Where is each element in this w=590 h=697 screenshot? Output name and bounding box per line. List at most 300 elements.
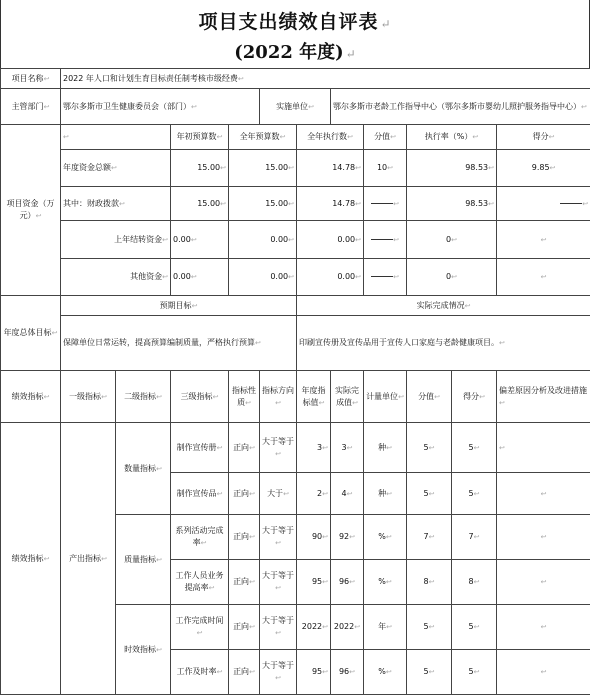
- fund-executed-text: 0.00: [337, 272, 356, 281]
- indicator-got-text: 5: [468, 667, 474, 676]
- fund-score: [364, 259, 407, 296]
- indicator-nature-text: 正向: [233, 667, 250, 676]
- cell-mark: ↩: [385, 578, 392, 586]
- fund-got: [497, 187, 590, 221]
- fund-exec-rate: [407, 259, 497, 296]
- indicator-reason: [497, 423, 590, 473]
- fund-score-text: 10: [376, 163, 388, 172]
- cell-mark: ↩: [288, 199, 294, 208]
- fund-row-name: [61, 150, 171, 187]
- indicator-direction-text: 大于: [267, 488, 284, 498]
- indicator-score: [407, 515, 452, 560]
- cell-mark: ↩: [488, 199, 494, 208]
- cell-mark: ↩: [346, 489, 353, 498]
- cell-mark: ↩: [349, 668, 356, 676]
- indicator-nature: [229, 473, 260, 515]
- cell-mark: ↩: [488, 164, 494, 172]
- fund-row-name: [61, 259, 171, 296]
- indicator-annual-value-text: 2: [317, 488, 323, 498]
- indicator-annual-value-text: 95: [311, 577, 323, 586]
- cell-mark: ↩: [355, 164, 361, 172]
- cell-mark: ↩: [190, 235, 197, 244]
- indicator-direction: [260, 473, 297, 515]
- cell-mark: ↩: [156, 464, 162, 473]
- cell-mark: ↩: [349, 533, 356, 541]
- project-name-label-text: 项目名称: [11, 73, 44, 83]
- cell-mark: ↩: [220, 164, 226, 172]
- cell-mark: ↩: [275, 398, 281, 407]
- cell-mark: ↩: [249, 443, 255, 452]
- indicator-annual-value-text: 95: [311, 667, 323, 676]
- level2-indicator-text: 质量指标: [124, 554, 157, 564]
- indicator-score: [407, 560, 452, 605]
- cell-mark: ↩: [322, 443, 328, 452]
- fund-exec-rate: [407, 221, 497, 259]
- indicator-direction-text: 大于等于: [262, 616, 294, 625]
- cell-mark: ↩: [390, 133, 396, 141]
- indicator-actual-value-text: 4: [341, 488, 347, 498]
- expected-goal-header: [61, 296, 297, 316]
- indicator-score-text: 5: [423, 622, 429, 631]
- fund-row-name-text: 其中：财政拨款: [63, 198, 119, 208]
- fund-exec-rate: [407, 187, 497, 221]
- level2-indicator: [116, 423, 171, 515]
- cell-mark: ↩: [200, 539, 207, 547]
- impl-unit-value-text: 鄂尔多斯市老龄工作指导中心（鄂尔多斯市婴幼儿照护服务指导中心）: [333, 101, 581, 111]
- fund-score: [364, 187, 407, 221]
- cell-mark: ↩: [347, 133, 353, 141]
- indicator-header-score: [407, 371, 452, 423]
- report-title-text: 项目支出绩效自评表: [198, 11, 379, 33]
- cell-mark: ↩: [322, 668, 328, 676]
- indicator-header-actual-text: 实际完成值: [335, 385, 359, 407]
- cell-mark: ↩: [499, 398, 505, 407]
- indicator-nature-text: 正向: [233, 532, 250, 541]
- cell-mark: ↩: [387, 164, 394, 172]
- title-block: [0, 0, 590, 68]
- cell-mark: ↩: [355, 199, 361, 208]
- cell-mark: ↩: [473, 623, 480, 631]
- indicator-direction-text: 大于等于: [262, 436, 294, 446]
- indicator-unit-text: 种: [378, 442, 387, 452]
- funds-header-text: 执行率（%）: [424, 132, 473, 141]
- cell-mark: ↩: [451, 273, 457, 281]
- cell-mark: ↩: [428, 489, 435, 498]
- fund-exec-rate-text: 98.53: [465, 163, 489, 172]
- cell-mark: ↩: [275, 539, 281, 547]
- cell-mark: ↩: [540, 623, 547, 631]
- cell-mark: ↩: [43, 102, 50, 111]
- cell-mark: ↩: [249, 623, 255, 631]
- actual-goal-text-text: 印刷宣传册及宣传品用于宣传人口家庭与老龄健康项目。: [299, 338, 499, 347]
- indicator-actual-value-text: 92: [338, 532, 350, 541]
- fund-exec-rate-text: 0: [446, 234, 452, 244]
- indicator-header-score-text: 分值: [418, 391, 435, 401]
- fund-annual-budget: [229, 221, 297, 259]
- indicator-nature: [229, 650, 260, 695]
- indicator-got: [452, 473, 497, 515]
- fund-annual-budget: [229, 187, 297, 221]
- level3-indicator-text: 制作宣传品: [176, 488, 217, 498]
- level2-indicator: [116, 605, 171, 695]
- fund-exec-rate: [407, 150, 497, 187]
- cell-mark: ↩: [249, 533, 255, 541]
- indicator-unit-text: %: [378, 532, 386, 541]
- indicator-got-text: 8: [468, 577, 474, 586]
- fund-got-text: 9.85: [531, 163, 550, 172]
- dash-line: [560, 203, 582, 204]
- funds-header: [407, 125, 497, 150]
- cell-mark: ↩: [220, 199, 226, 208]
- indicator-unit-text: 种: [378, 488, 387, 498]
- cell-mark: ↩: [191, 301, 198, 310]
- cell-mark: ↩: [472, 133, 479, 141]
- indicator-actual-value: [331, 650, 364, 695]
- funds-header-text: 分值: [374, 132, 391, 141]
- fund-executed-text: 14.78: [332, 163, 356, 172]
- cell-mark: ↩: [540, 533, 547, 541]
- cell-mark: ↩: [249, 668, 255, 676]
- cell-mark: ↩: [393, 273, 399, 281]
- indicator-actual-value: [331, 515, 364, 560]
- impl-unit-value: [331, 89, 590, 125]
- level3-indicator: [171, 423, 229, 473]
- cell-mark: ↩: [540, 668, 547, 676]
- cell-mark: ↩: [156, 555, 162, 564]
- indicator-annual-value: [297, 515, 331, 560]
- funds-header-text: 全年执行数: [307, 132, 348, 141]
- cell-mark: ↩: [540, 489, 547, 498]
- cell-mark: ↩: [63, 133, 69, 141]
- level2-indicator-text: 数量指标: [124, 463, 157, 473]
- level3-indicator-text: 工作及时率: [176, 667, 217, 676]
- fund-initial-budget: [171, 150, 229, 187]
- indicator-unit-text: %: [378, 667, 386, 676]
- cell-mark: ↩: [101, 554, 107, 563]
- expected-goal-header-text: 预期目标: [159, 300, 192, 310]
- funds-header-text: 得分: [532, 132, 549, 141]
- cell-mark: ↩: [428, 443, 435, 452]
- cell-mark: ↩: [283, 489, 289, 498]
- indicator-score-text: 8: [423, 577, 429, 586]
- cell-mark: ↩: [393, 235, 399, 244]
- cell-mark: ↩: [346, 443, 353, 452]
- dash-line: [371, 276, 393, 277]
- indicator-unit: [364, 423, 407, 473]
- indicator-header-reason: [497, 371, 590, 423]
- dept-value: [61, 89, 260, 125]
- fund-executed: [297, 187, 364, 221]
- expected-goal-text-text: 保障单位日常运转，提高预算编制质量，严格执行预算: [63, 338, 255, 347]
- indicator-actual-value-text: 96: [338, 667, 350, 676]
- cell-mark: ↩: [386, 623, 392, 631]
- cell-mark: ↩: [191, 102, 197, 111]
- indicator-unit-text: 年: [378, 622, 387, 631]
- fund-initial-budget-text: 0.00: [173, 272, 191, 281]
- fund-initial-budget-text: 0.00: [173, 234, 191, 244]
- indicator-got-text: 5: [468, 488, 474, 498]
- cell-mark: ↩: [275, 674, 281, 682]
- indicator-annual-value-text: 2022: [301, 622, 323, 631]
- funds-label-text: 项目资金（万元）: [6, 199, 55, 220]
- indicator-annual-value: [297, 560, 331, 605]
- level3-indicator-text: 工作人员业务提高率: [175, 571, 224, 592]
- dept-label: [1, 89, 61, 125]
- annual-goal-label: [1, 296, 61, 371]
- actual-goal-header: [297, 296, 590, 316]
- indicator-annual-value-text: 3: [317, 442, 323, 452]
- actual-goal-text: [297, 316, 590, 371]
- fund-exec-rate-text: 98.53: [465, 198, 489, 208]
- cell-mark: ↩: [473, 443, 480, 452]
- indicator-reason: [497, 650, 590, 695]
- indicator-annual-value: [297, 473, 331, 515]
- indicator-header-unit: [364, 371, 407, 423]
- level3-indicator: [171, 560, 229, 605]
- fund-row-name-text: 上年结转资金: [114, 234, 163, 244]
- indicator-got: [452, 650, 497, 695]
- cell-mark: ↩: [386, 489, 392, 498]
- cell-mark: ↩: [249, 578, 255, 586]
- fund-score: [364, 221, 407, 259]
- funds-header: [497, 125, 590, 150]
- fund-executed-text: 14.78: [332, 198, 356, 208]
- cell-mark: ↩: [354, 623, 361, 631]
- indicator-got-text: 7: [468, 532, 474, 541]
- cell-mark: ↩: [393, 199, 399, 208]
- indicator-direction-text: 大于等于: [262, 661, 294, 670]
- fund-initial-budget: [171, 221, 229, 259]
- cell-mark: ↩: [275, 584, 281, 592]
- fund-got: [497, 259, 590, 296]
- dash-line: [371, 239, 393, 240]
- indicator-reason: [497, 473, 590, 515]
- indicator-got: [452, 560, 497, 605]
- indicator-score: [407, 650, 452, 695]
- funds-header-text: 全年预算数: [239, 132, 280, 141]
- indicator-nature-text: 正向: [233, 577, 250, 586]
- fund-executed: [297, 221, 364, 259]
- cell-mark: ↩: [279, 133, 286, 141]
- level3-indicator-text: 系列活动完成率: [175, 526, 224, 547]
- cell-mark: ↩: [473, 489, 480, 498]
- cell-mark: ↩: [245, 398, 251, 407]
- cell-mark: ↩: [322, 578, 328, 586]
- indicator-annual-value: [297, 423, 331, 473]
- level2-indicator-text: 时效指标: [124, 644, 157, 654]
- cell-mark: ↩: [355, 273, 361, 281]
- cell-mark: ↩: [208, 584, 215, 592]
- indicator-got: [452, 423, 497, 473]
- indicator-actual-value: [331, 605, 364, 650]
- cell-mark: ↩: [352, 398, 358, 407]
- level3-indicator-text: 制作宣传册: [176, 442, 217, 452]
- cell-mark: ↩: [101, 392, 107, 401]
- level3-indicator: [171, 473, 229, 515]
- cell-mark: ↩: [43, 74, 50, 83]
- cell-mark: ↩: [385, 533, 392, 541]
- cell-mark: ↩: [428, 533, 435, 541]
- cell-mark: ↩: [288, 164, 294, 172]
- cell-mark: ↩: [540, 273, 547, 281]
- dept-value-text: 鄂尔多斯市卫生健康委员会（部门）: [63, 101, 191, 111]
- funds-header: [364, 125, 407, 150]
- indicator-direction: [260, 605, 297, 650]
- indicator-direction: [260, 515, 297, 560]
- indicator-nature: [229, 560, 260, 605]
- level3-indicator: [171, 515, 229, 560]
- cell-mark: ↩: [216, 668, 223, 676]
- funds-header: [297, 125, 364, 150]
- fund-annual-budget-text: 15.00: [265, 163, 289, 172]
- indicator-annual-value: [297, 650, 331, 695]
- cell-mark: ↩: [308, 102, 314, 111]
- fund-annual-budget-text: 0.00: [270, 272, 289, 281]
- indicator-score-text: 5: [423, 442, 429, 452]
- fund-initial-budget: [171, 259, 229, 296]
- cell-mark: ↩: [288, 273, 294, 281]
- funds-header: [171, 125, 229, 150]
- fund-annual-budget: [229, 150, 297, 187]
- cell-mark: ↩: [43, 392, 50, 401]
- level3-indicator-text: 工作完成时间: [175, 616, 224, 625]
- cell-mark: ↩: [275, 629, 281, 637]
- indicator-score-text: 5: [423, 667, 429, 676]
- cell-mark: ↩: [249, 489, 255, 498]
- cell-mark: ↩: [111, 164, 117, 172]
- cell-mark: ↩: [549, 164, 556, 172]
- cell-mark: ↩: [162, 273, 168, 281]
- fund-score: [364, 150, 407, 187]
- dash-line: [371, 203, 393, 204]
- indicator-header-got: [452, 371, 497, 423]
- cell-mark: ↩: [216, 443, 223, 452]
- indicator-header-actual: [331, 371, 364, 423]
- project-name-label: [1, 69, 61, 89]
- cell-mark: ↩: [499, 443, 505, 452]
- indicator-unit: [364, 473, 407, 515]
- level3-indicator: [171, 605, 229, 650]
- indicator-nature-text: 正向: [233, 442, 250, 452]
- indicator-direction: [260, 423, 297, 473]
- indicator-direction-text: 大于等于: [262, 526, 294, 535]
- indicator-header-direction-text: 指标方向: [262, 385, 294, 395]
- indicator-unit: [364, 560, 407, 605]
- fund-exec-rate-text: 0: [446, 272, 452, 281]
- cell-mark: ↩: [162, 235, 168, 244]
- impl-unit-label: [260, 89, 331, 125]
- level2-indicator: [116, 515, 171, 605]
- annual-goal-label-text: 年度总体目标: [3, 328, 52, 337]
- project-name-value: [61, 69, 590, 89]
- cell-mark: ↩: [479, 392, 485, 401]
- indicator-nature: [229, 605, 260, 650]
- indicator-header-nature-text: 指标性质: [232, 385, 256, 407]
- indicator-actual-value-text: 3: [341, 442, 347, 452]
- perf-header: [1, 371, 61, 423]
- indicator-unit: [364, 605, 407, 650]
- indicator-header-nature: [229, 371, 260, 423]
- funds-label: [1, 125, 61, 296]
- cell-mark: ↩: [288, 235, 294, 244]
- indicator-header-l2-text: 二级指标: [124, 391, 157, 401]
- indicator-nature: [229, 423, 260, 473]
- fund-executed-text: 0.00: [337, 234, 356, 244]
- cell-mark: ↩: [43, 554, 50, 563]
- cell-mark: ↩: [473, 668, 480, 676]
- fund-got: [497, 221, 590, 259]
- perf-indicator-label-text: 绩效指标: [11, 553, 44, 563]
- cell-mark: ↩: [386, 443, 392, 452]
- cell-mark: ↩: [385, 668, 392, 676]
- indicator-unit: [364, 650, 407, 695]
- indicator-reason: [497, 605, 590, 650]
- indicator-unit: [364, 515, 407, 560]
- cell-mark: ↩: [119, 199, 125, 208]
- impl-unit-label-text: 实施单位: [276, 101, 309, 111]
- level1-indicator-text: 产出指标: [69, 553, 102, 563]
- cell-mark: ↩: [581, 102, 587, 111]
- cell-mark: ↩: [473, 533, 480, 541]
- fund-initial-budget: [171, 187, 229, 221]
- indicator-score: [407, 423, 452, 473]
- indicator-got: [452, 515, 497, 560]
- funds-header-text: 年初预算数: [176, 132, 217, 141]
- cell-mark: ↩: [473, 578, 480, 586]
- indicator-actual-value-text: 96: [338, 577, 350, 586]
- cell-mark: ↩: [428, 668, 435, 676]
- indicator-nature: [229, 515, 260, 560]
- indicator-header-l1-text: 一级指标: [69, 391, 102, 401]
- cell-mark: ↩: [51, 329, 58, 337]
- fund-row-name: [61, 187, 171, 221]
- cell-mark: ↩: [540, 578, 547, 586]
- fund-annual-budget-text: 15.00: [265, 198, 289, 208]
- indicator-got-text: 5: [468, 442, 474, 452]
- indicator-score: [407, 473, 452, 515]
- indicator-score: [407, 605, 452, 650]
- report-title: [1, 7, 589, 34]
- cell-mark: ↩: [349, 578, 356, 586]
- fund-row-name-text: 其他资金: [130, 272, 163, 281]
- cell-mark: ↩: [216, 489, 223, 498]
- indicator-direction: [260, 560, 297, 605]
- cell-mark: ↩: [255, 339, 261, 347]
- report-year-text: (2022 年度): [234, 42, 344, 63]
- indicator-unit-text: %: [378, 577, 386, 586]
- indicator-actual-value: [331, 560, 364, 605]
- fund-got: [497, 150, 590, 187]
- cell-mark: ↩: [464, 301, 471, 310]
- indicator-got: [452, 605, 497, 650]
- fund-executed: [297, 150, 364, 187]
- fund-annual-budget: [229, 259, 297, 296]
- indicator-score-text: 7: [423, 532, 429, 541]
- cell-mark: ↩: [322, 489, 328, 498]
- fund-initial-budget-text: 15.00: [197, 163, 221, 172]
- indicator-header-l2: [116, 371, 171, 423]
- cell-mark: ↩: [190, 273, 197, 281]
- actual-goal-header-text: 实际完成情况: [416, 300, 465, 310]
- indicator-actual-value: [331, 473, 364, 515]
- level3-indicator: [171, 650, 229, 695]
- cell-mark: ↩: [156, 645, 162, 654]
- expected-goal-text: [61, 316, 297, 371]
- cell-mark: ↩: [35, 212, 42, 220]
- cell-mark: ↩: [275, 449, 281, 458]
- cell-mark: ↩: [318, 398, 325, 407]
- indicator-header-annual-text: 年度指标值: [301, 385, 326, 407]
